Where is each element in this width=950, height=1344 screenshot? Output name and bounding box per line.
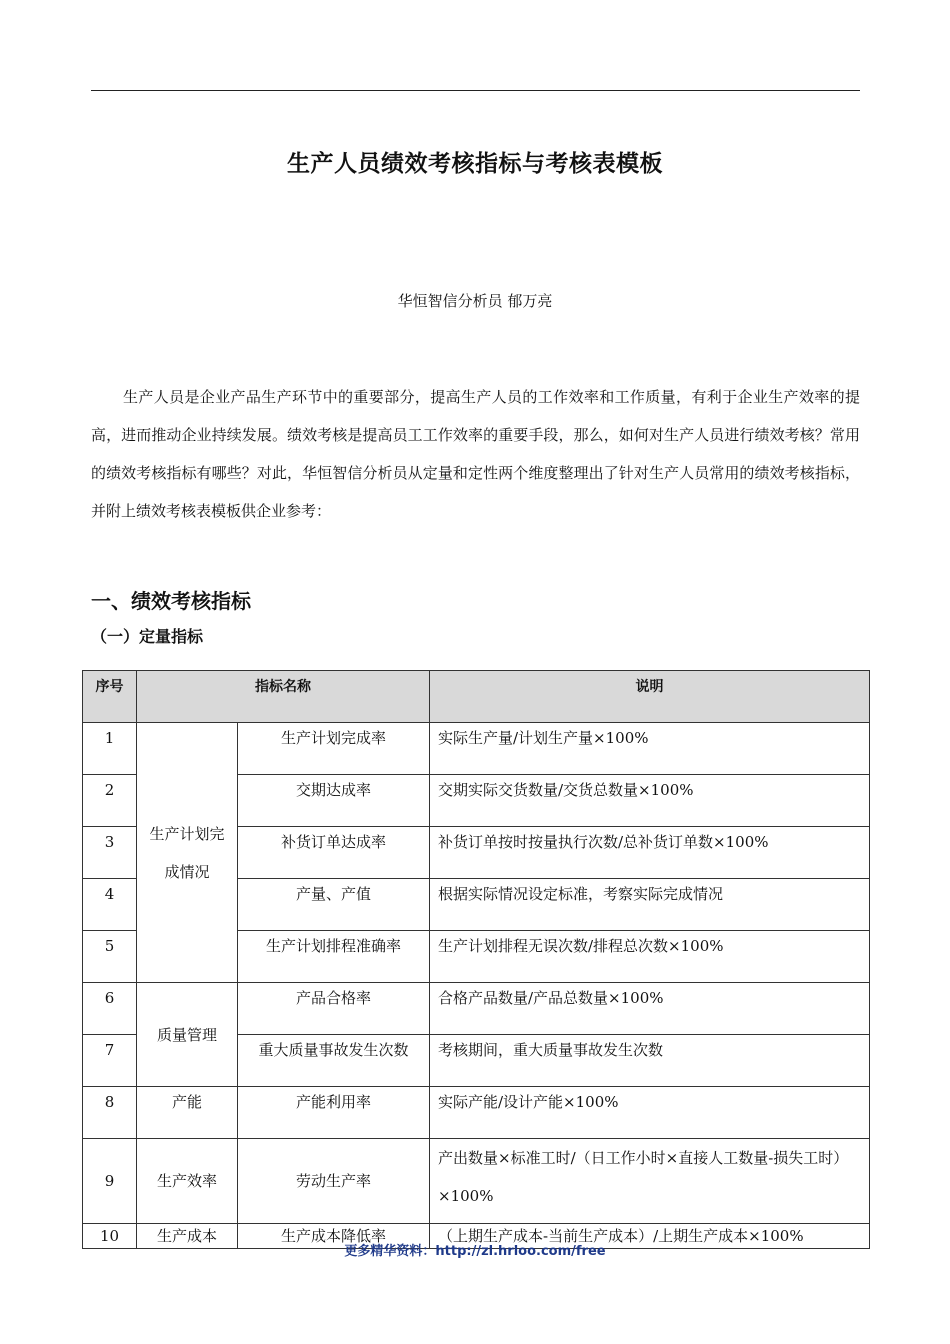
group-cell: 生产效率	[137, 1139, 238, 1224]
group-cell: 质量管理	[137, 983, 238, 1087]
group-cell: 生产计划完成情况	[137, 723, 238, 983]
footer-link[interactable]: 更多精华资料：http://zl.hrloo.com/free	[344, 1244, 606, 1259]
row-desc: 合格产品数量/产品总数量×100%	[430, 983, 870, 1035]
section-heading: 一、绩效考核指标	[91, 589, 251, 613]
row-name: 生产计划完成率	[238, 723, 430, 775]
header-no: 序号	[83, 671, 137, 723]
document-title: 生产人员绩效考核指标与考核表模板	[287, 151, 663, 177]
row-desc: 产出数量×标准工时/（日工作小时×直接人工数量-损失工时）×100%	[430, 1139, 870, 1224]
row-name: 生产计划排程准确率	[238, 931, 430, 983]
row-no: 10	[83, 1224, 137, 1249]
row-desc: （上期生产成本-当前生产成本）/上期生产成本×100%	[430, 1224, 870, 1249]
row-name: 产品合格率	[238, 983, 430, 1035]
row-desc: 生产计划排程无误次数/排程总次数×100%	[430, 931, 870, 983]
row-no: 8	[83, 1087, 137, 1139]
header-rule	[91, 90, 860, 91]
table-row	[83, 983, 870, 1035]
row-name: 产能利用率	[238, 1087, 430, 1139]
row-desc: 交期实际交货数量/交货总数量×100%	[430, 775, 870, 827]
row-name: 交期达成率	[238, 775, 430, 827]
table-row	[83, 723, 870, 775]
header-desc: 说明	[430, 671, 870, 723]
row-no: 6	[83, 983, 137, 1035]
row-no: 9	[83, 1139, 137, 1224]
row-no: 4	[83, 879, 137, 931]
row-name: 劳动生产率	[238, 1139, 430, 1224]
header-name: 指标名称	[137, 671, 430, 723]
group-cell: 生产成本	[137, 1224, 238, 1249]
metrics-table	[82, 670, 870, 1249]
row-desc: 考核期间，重大质量事故发生次数	[430, 1035, 870, 1087]
row-name: 产量、产值	[238, 879, 430, 931]
intro-paragraph: 生产人员是企业产品生产环节中的重要部分，提高生产人员的工作效率和工作质量，有利于企业生产效率的提高，进而推动企业持续发展。绩效考核是提高员工工作效率的重要手段，那么，如何对生产人员进行绩效考核？常用的绩效考核指标有哪些？对此，华恒智信分析员从定量和定性两个维度整理出了针对生产人员常用的绩效考核指标，并附上绩效考核表模板供企业参考：	[91, 388, 860, 520]
row-name: 生产成本降低率	[238, 1224, 430, 1249]
row-desc: 补货订单按时按量执行次数/总补货订单数×100%	[430, 827, 870, 879]
row-desc: 实际产能/设计产能×100%	[430, 1087, 870, 1139]
row-no: 2	[83, 775, 137, 827]
table-row	[83, 1087, 870, 1139]
row-no: 5	[83, 931, 137, 983]
row-no: 1	[83, 723, 137, 775]
subsection-heading: （一）定量指标	[91, 627, 204, 646]
author-line: 华恒智信分析员 郁万亮	[397, 292, 553, 310]
table-row	[83, 1139, 870, 1224]
row-no: 7	[83, 1035, 137, 1087]
row-name: 重大质量事故发生次数	[238, 1035, 430, 1087]
row-no: 3	[83, 827, 137, 879]
row-name: 补货订单达成率	[238, 827, 430, 879]
table-header-row	[83, 671, 870, 723]
group-cell: 产能	[137, 1087, 238, 1139]
row-desc: 根据实际情况设定标准，考察实际完成情况	[430, 879, 870, 931]
row-desc: 实际生产量/计划生产量×100%	[430, 723, 870, 775]
